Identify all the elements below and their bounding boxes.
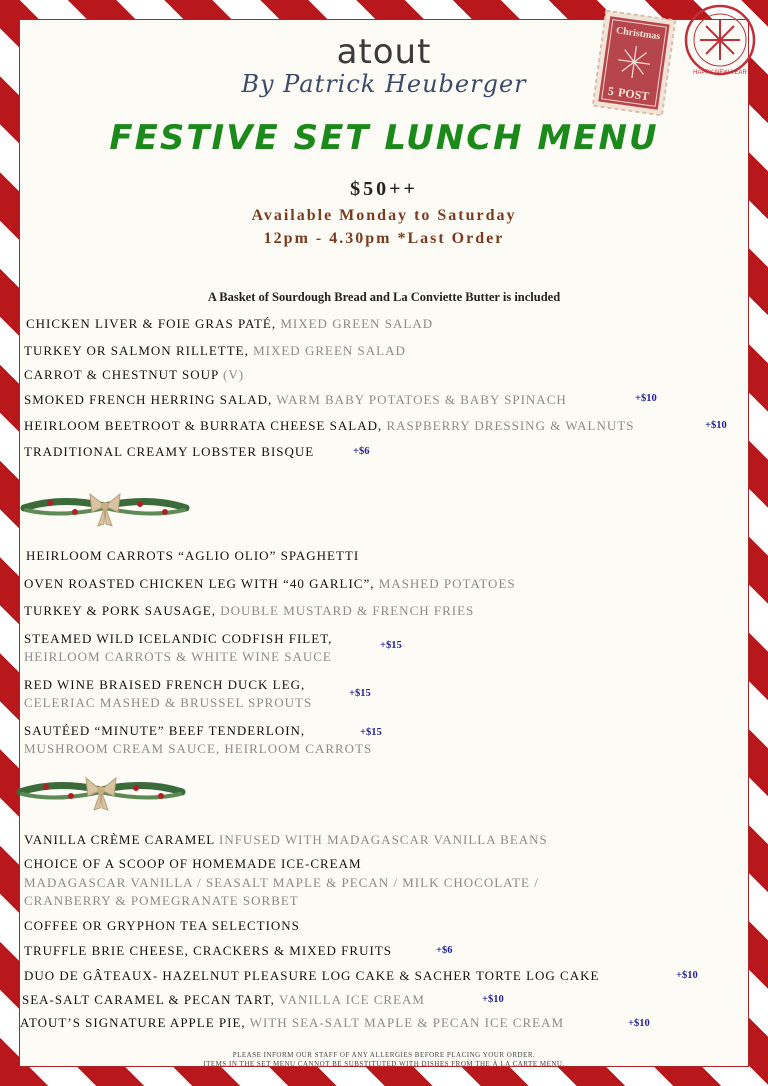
- dessert-item: COFFEE OR GRYPHON TEA SELECTIONS: [24, 918, 300, 933]
- svg-text:POST: POST: [617, 85, 651, 104]
- dessert-description: MADAGASCAR VANILLA / SEASALT MAPLE & PECAN / MILK CHOCOLATE /: [24, 875, 539, 890]
- dessert-description: CRANBERRY & POMEGRANATE SORBET: [24, 893, 299, 908]
- supplement-price: +$15: [360, 727, 382, 738]
- set-price: $50++: [350, 178, 418, 200]
- starter-item: TURKEY OR SALMON RILLETTE, MIXED GREEN SALAD: [24, 343, 406, 358]
- availability-hours: 12pm - 4.30pm *Last Order: [263, 230, 505, 247]
- main-description: HEIRLOOM CARROTS & WHITE WINE SAUCE: [24, 649, 332, 664]
- starter-item: SMOKED FRENCH HERRING SALAD, WARM BABY POTATOES & BABY SPINACH: [24, 392, 567, 407]
- supplement-price: +$15: [349, 688, 371, 699]
- christmas-garland-icon: [16, 770, 186, 816]
- starter-item: CARROT & CHESTNUT SOUP (V): [24, 367, 245, 382]
- supplement-price: +$6: [436, 945, 453, 956]
- supplement-price: +$10: [482, 994, 504, 1005]
- dessert-item: CHOICE OF A SCOOP OF HOMEMADE ICE-CREAM: [24, 856, 362, 871]
- supplement-price: +$10: [705, 420, 727, 431]
- starter-item: CHICKEN LIVER & FOIE GRAS PATÉ, MIXED GREEN SALAD: [26, 316, 434, 331]
- main-item: SAUTÉED “MINUTE” BEEF TENDERLOIN,: [24, 723, 306, 738]
- availability-days: Available Monday to Saturday: [251, 207, 517, 224]
- svg-text:5: 5: [606, 83, 615, 99]
- substitution-notice: ITEMS IN THE SET MENU CANNOT BE SUBSTITUTED WITH DISHES FROM THE À LA CARTE MENU.: [203, 1060, 565, 1068]
- starter-item: HEIRLOOM BEETROOT & BURRATA CHEESE SALAD, RASPBERRY DRESSING & WALNUTS: [24, 418, 635, 433]
- christmas-garland-icon: [20, 486, 190, 532]
- dessert-item: SEA-SALT CARAMEL & PECAN TART, VANILLA ICE CREAM: [22, 992, 425, 1007]
- main-item: RED WINE BRAISED FRENCH DUCK LEG,: [24, 677, 306, 692]
- restaurant-logo: atout: [336, 32, 432, 72]
- dessert-item: ATOUT’S SIGNATURE APPLE PIE, WITH SEA-SALT MAPLE & PECAN ICE CREAM: [20, 1015, 565, 1030]
- svg-text:Christmas: Christmas: [615, 25, 661, 43]
- main-item: OVEN ROASTED CHICKEN LEG WITH “40 GARLIC”, MASHED POTATOES: [24, 576, 516, 591]
- bread-note: A Basket of Sourdough Bread and La Conviette Butter is included: [207, 290, 561, 304]
- main-item: HEIRLOOM CARROTS “AGLIO OLIO” SPAGHETTI: [26, 548, 360, 563]
- main-description: CELERIAC MASHED & BRUSSEL SPROUTS: [24, 695, 313, 710]
- svg-text:HAPPY NEW YEAR: HAPPY NEW YEAR: [693, 70, 747, 76]
- dessert-item: TRUFFLE BRIE CHEESE, CRACKERS & MIXED FRUITS: [24, 943, 392, 958]
- supplement-price: +$10: [628, 1018, 650, 1029]
- supplement-price: +$6: [353, 446, 370, 457]
- dessert-item: DUO DE GÂTEAUX- HAZELNUT PLEASURE LOG CAKE & SACHER TORTE LOG CAKE: [24, 968, 600, 983]
- starter-item: TRADITIONAL CREAMY LOBSTER BISQUE: [24, 444, 315, 459]
- main-item: STEAMED WILD ICELANDIC CODFISH FILET,: [24, 631, 333, 646]
- menu-title: FESTIVE SET LUNCH MENU: [109, 118, 659, 158]
- menu-card: [19, 19, 749, 1067]
- supplement-price: +$15: [380, 640, 402, 651]
- main-item: TURKEY & PORK SAUSAGE, DOUBLE MUSTARD & FRENCH FRIES: [24, 603, 475, 618]
- supplement-price: +$10: [676, 970, 698, 981]
- chef-byline: By Patrick Heuberger: [241, 70, 527, 98]
- main-description: MUSHROOM CREAM SAUCE, HEIRLOOM CARROTS: [24, 741, 373, 756]
- allergy-notice: PLEASE INFORM OUR STAFF OF ANY ALLERGIES BEFORE PLACING YOUR ORDER.: [232, 1051, 536, 1059]
- dessert-item: VANILLA CRÈME CARAMEL INFUSED WITH MADAGASCAR VANILLA BEANS: [24, 832, 548, 847]
- supplement-price: +$10: [635, 393, 657, 404]
